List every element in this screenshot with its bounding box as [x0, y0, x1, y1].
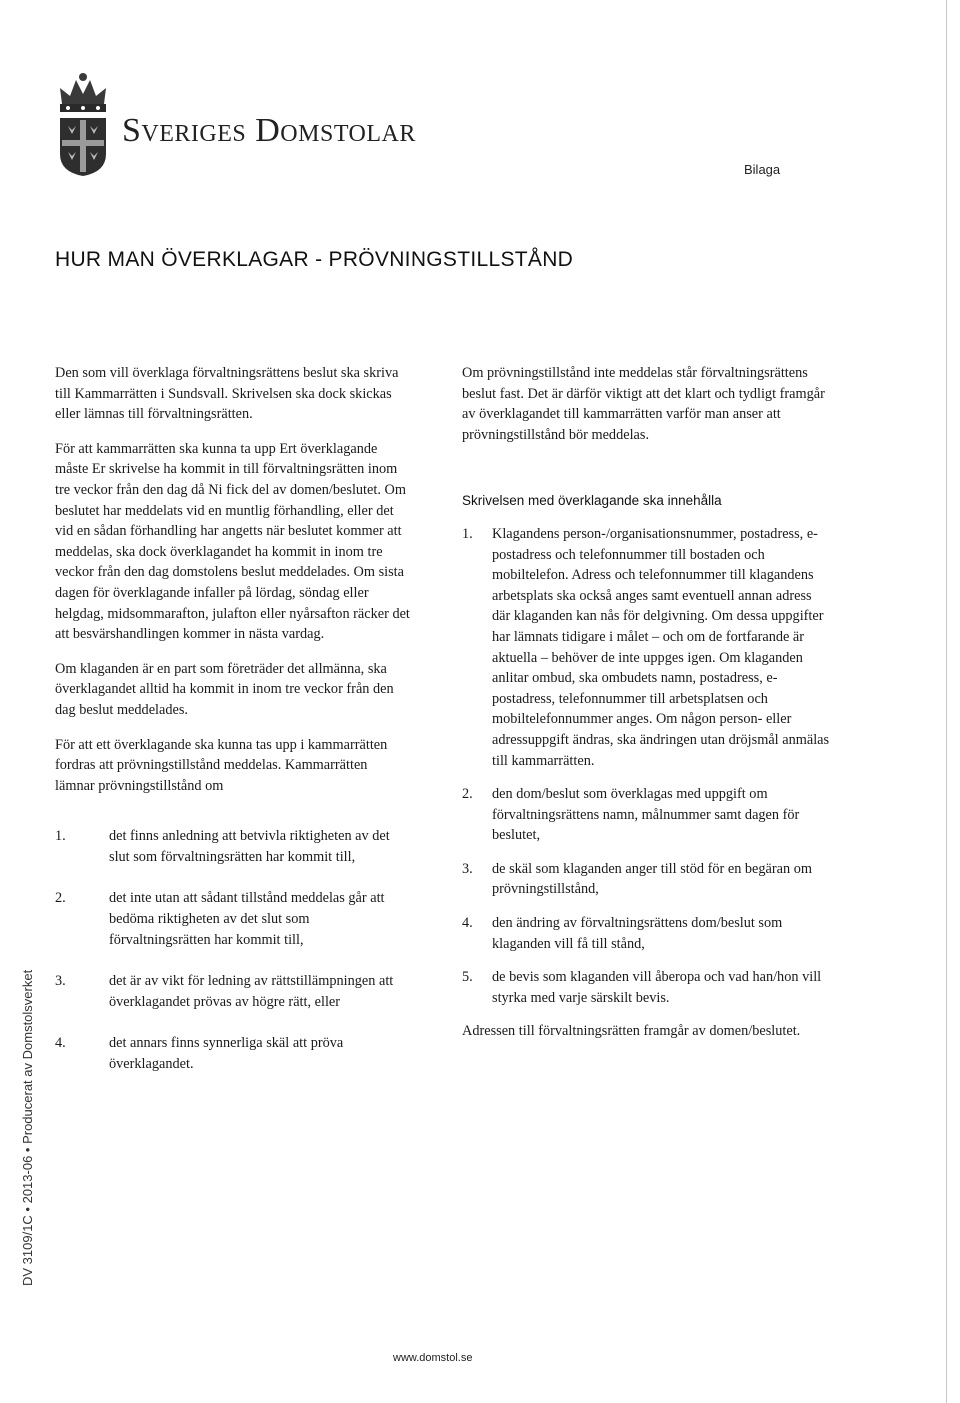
document-id-vertical: DV 3109/1C • 2013-06 • Producerat av Domstolsverket	[20, 969, 35, 1286]
list-number: 2.	[462, 786, 473, 803]
list-number: 3.	[462, 860, 473, 877]
right-column	[462, 363, 832, 1056]
grounds-list	[55, 826, 410, 1074]
leave-to-appeal-paragraph: För att ett överklagande ska kunna tas upp i kammarrätten fordras att prövningstillstånd meddelas. Kammarrätten lämnar prövningstillstånd om	[55, 736, 388, 794]
list-text: det är av vikt för ledning av rättstillämpningen att överklagandet prövas av högre rätt, eller	[109, 973, 394, 1010]
list-number: 2.	[55, 890, 66, 907]
deadline-paragraph: För att kammarrätten ska kunna ta upp Ert överklagande måste Er skrivelse ha kommit in till förvaltningsrätten inom tre veckor från den dag då Ni fick del av domen/beslutet. Om beslutet har meddelats vid en muntlig förhandling, eller det vid en sådan förhandling har angetts när beslutet kommer att meddelas, ska dock överklagandet ha kommit in inom tre veckor från den dag domstolens beslut meddelades. Om sista dagen för överklagande infaller på lördag, söndag eller helgdag, midsommarafton, julafton eller nyårsafton räcker det att besvärshandlingen kommer in nästa vardag.	[55, 440, 410, 643]
footer-url: www.domstol.se	[393, 1352, 473, 1364]
list-text: de skäl som klaganden anger till stöd för en begäran om prövningstillstånd,	[492, 860, 812, 898]
consequence-paragraph: Om prövningstillstånd inte meddelas står förvaltningsrättens beslut fast. Det är därför viktigt att det klart och tydligt framgår av överklagandet till kammarrätten varför man anser att prövningstillstånd bör meddelas.	[462, 365, 825, 443]
left-column	[55, 363, 410, 1096]
list-number: 1.	[462, 525, 473, 542]
list-item	[55, 1033, 410, 1074]
list-item	[462, 524, 832, 771]
list-text: den dom/beslut som överklagas med uppgift om förvaltningsrättens namn, målnummer samt dagen för beslutet,	[492, 786, 800, 844]
list-text: det finns anledning att betvivla riktigheten av det slut som förvaltningsrätten har kommit till,	[109, 828, 390, 865]
list-item	[462, 967, 832, 1008]
list-item	[462, 913, 832, 954]
list-text: Klagandens person-/organisationsnummer, postadress, e-postadress och telefonnummer till bostaden och mobiltelefon. Adress och telefonnummer till klagandens arbetsplats ska också anges samt eventuell annan adress där klaganden kan nås för delgivning. Om dessa uppgifter har lämnats tidigare i målet – och om de fortfarande är aktuella – behöver de inte uppges igen. Om klaganden anlitar ombud, ska ombudets namn, postadress, e-postadress, telefonnummer till arbetsplatsen och mobiltelefonnummer anges. Om någon person- eller adressuppgift ändras, ska ändringen utan dröjsmål anmälas till kammarrätten.	[492, 525, 830, 769]
list-number: 5.	[462, 969, 473, 986]
list-text: det inte utan att sådant tillstånd meddelas går att bedöma riktigheten av det slut som förvaltningsrätten har kommit till,	[109, 890, 385, 948]
scan-edge-divider	[946, 0, 947, 1403]
closing-paragraph: Adressen till förvaltningsrätten framgår av domen/beslutet.	[462, 1023, 801, 1040]
list-text: de bevis som klaganden vill åberopa och vad han/hon vill styrka med varje särskilt bevis.	[492, 969, 822, 1006]
section-heading: Skrivelsen med överklagande ska innehålla	[462, 493, 722, 509]
list-number: 1.	[55, 828, 66, 845]
list-item	[462, 784, 832, 846]
list-number: 4.	[462, 915, 473, 932]
list-item	[55, 826, 410, 867]
list-item	[55, 888, 410, 950]
list-text: det annars finns synnerliga skäl att pröva överklagandet.	[109, 1035, 344, 1073]
logo-wordmark: Sveriges Domstolar	[122, 112, 416, 149]
list-item	[55, 971, 410, 1012]
intro-paragraph: Den som vill överklaga förvaltningsrättens beslut ska skriva till Kammarrätten i Sundsvall. Skrivelsen ska dock skickas eller lämnas till förvaltningsrätten.	[55, 365, 399, 423]
list-text: den ändring av förvaltningsrättens dom/beslut som klaganden vill få till stånd,	[492, 915, 783, 952]
domstolar-emblem-icon	[50, 68, 116, 178]
attachment-label: Bilaga	[744, 162, 781, 177]
list-number: 4.	[55, 1035, 66, 1052]
public-party-paragraph: Om klaganden är en part som företräder det allmänna, ska överklagandet alltid ha kommit in inom tre veckor från den dag beslut meddelades.	[55, 660, 394, 718]
contents-list	[462, 524, 832, 1008]
list-number: 3.	[55, 973, 66, 990]
list-item	[462, 859, 832, 900]
page-title: HUR MAN ÖVERKLAGAR - PRÖVNINGSTILLSTÅND	[55, 248, 574, 271]
